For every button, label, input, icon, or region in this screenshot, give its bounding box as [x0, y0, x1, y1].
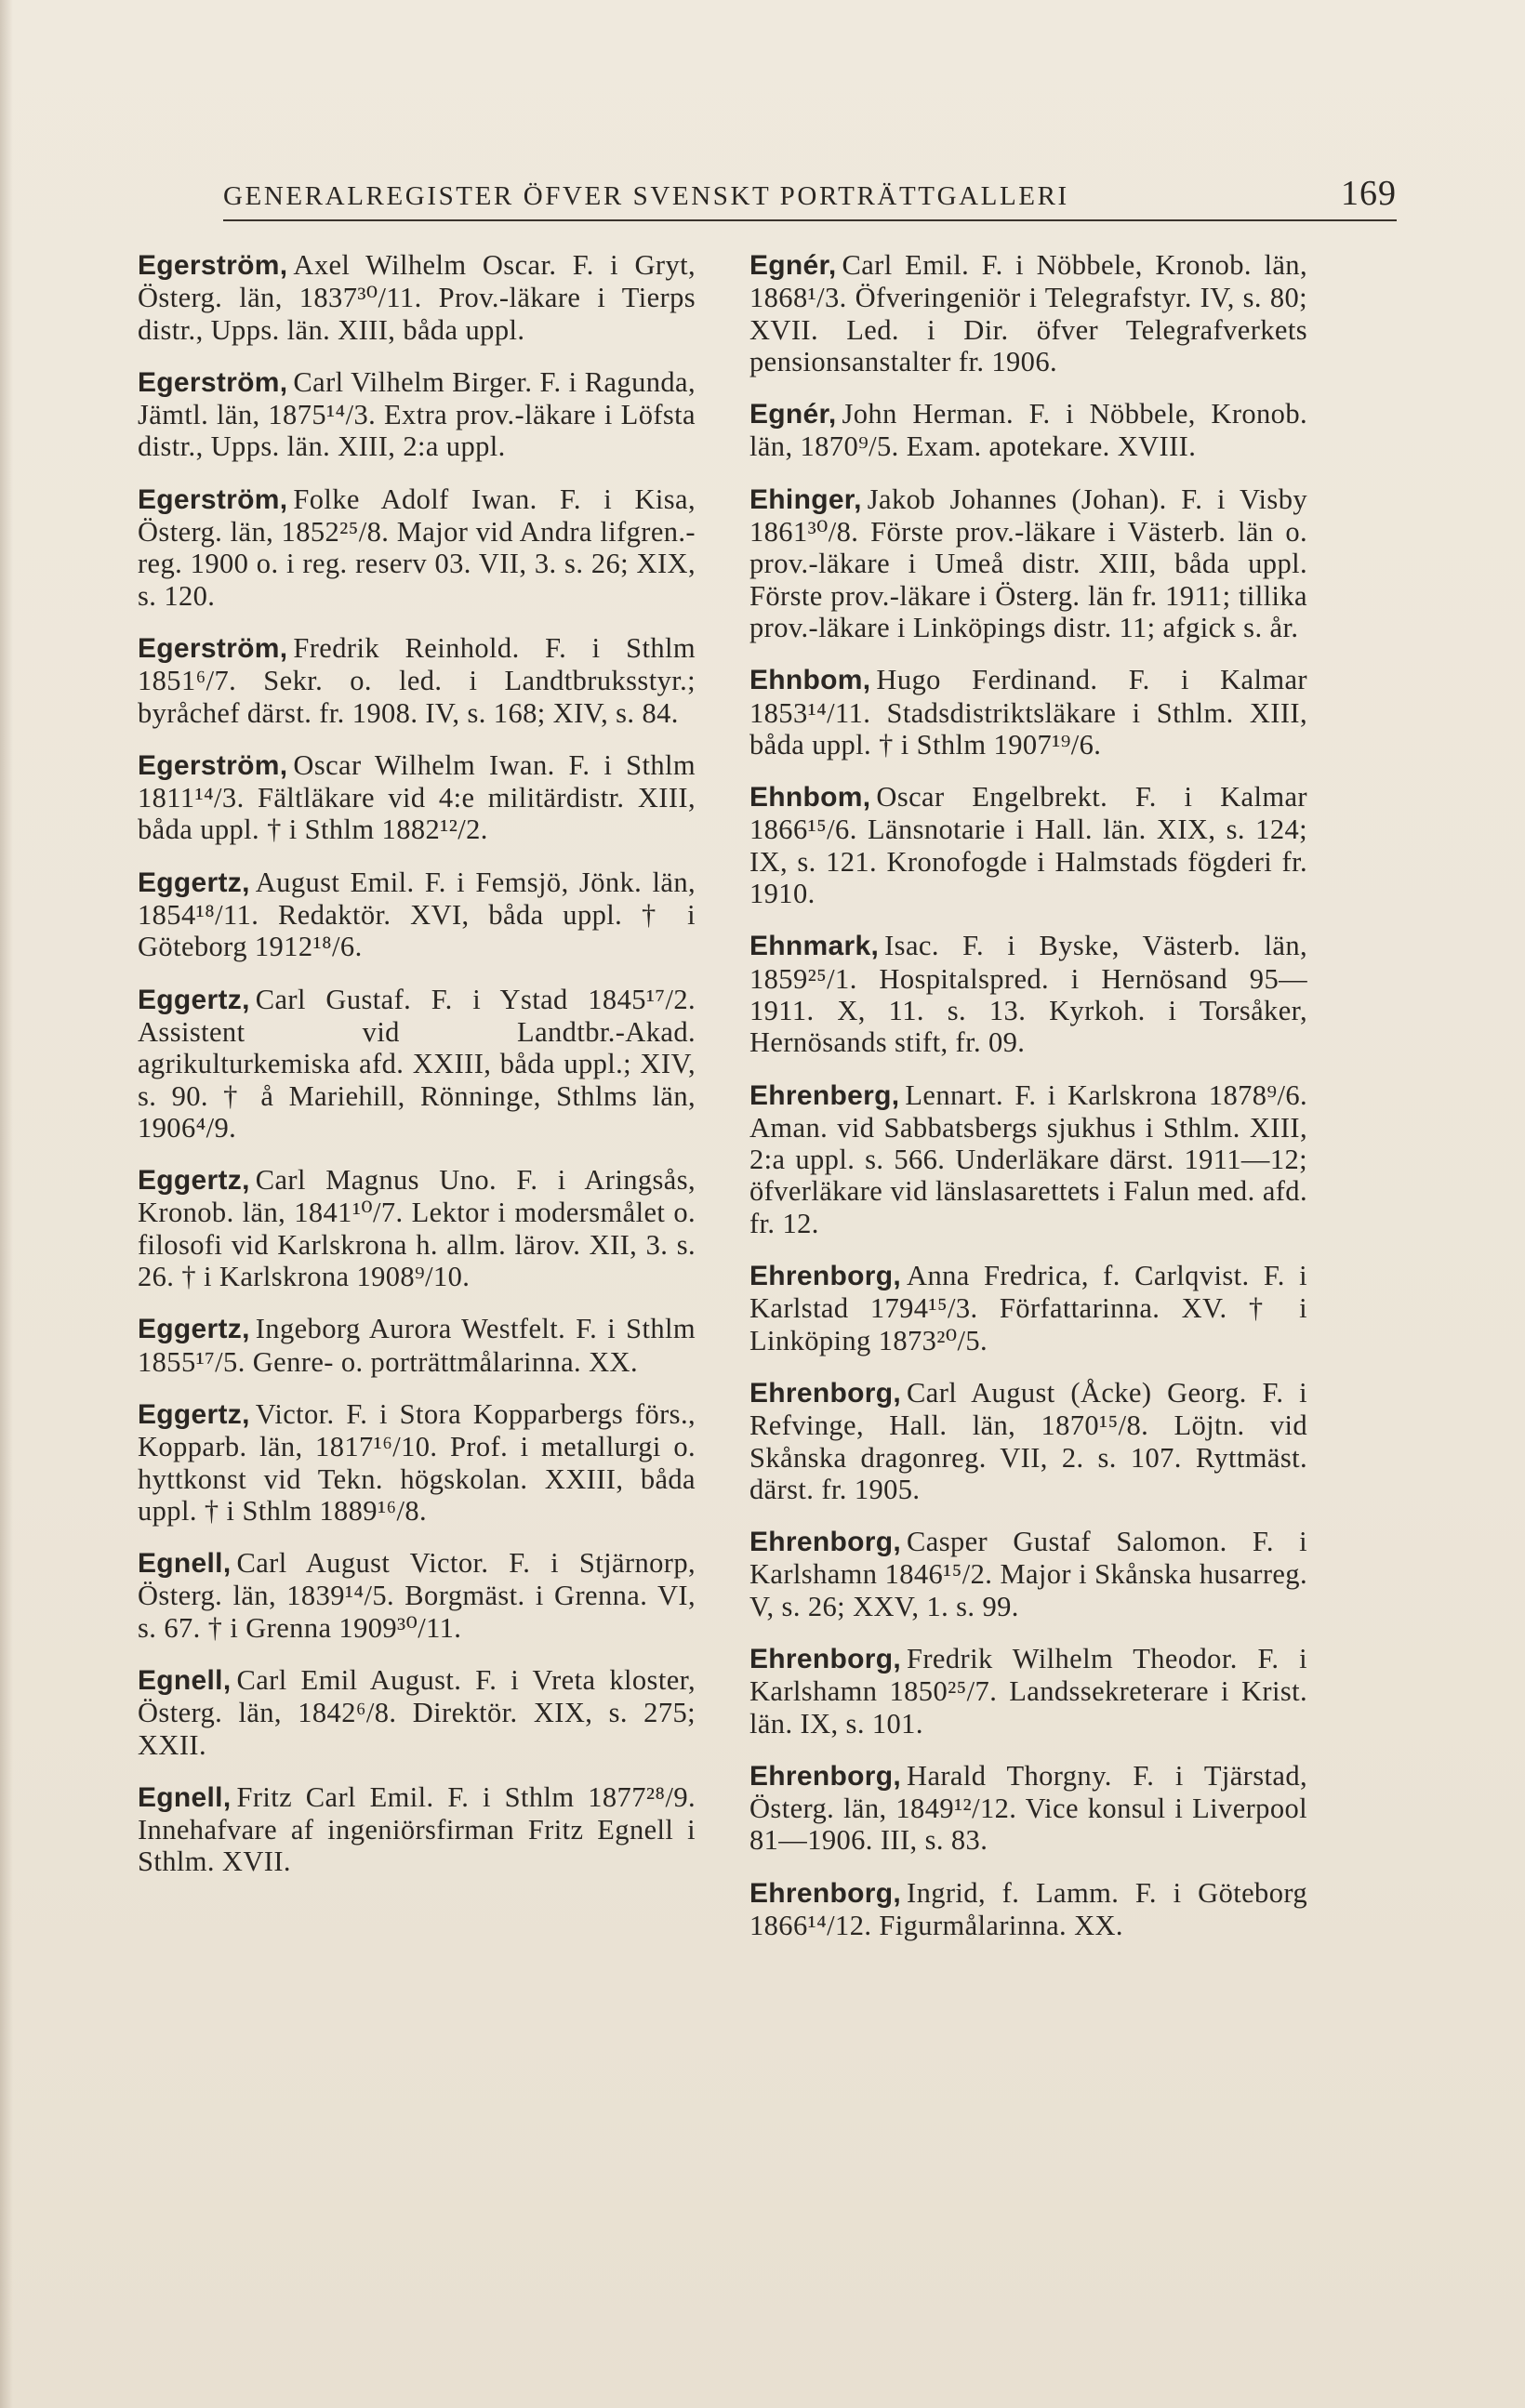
entry-surname: Ehnbom,	[749, 782, 871, 814]
entry-text: Jakob Johannes (Johan). F. i Visby 1861³⁰/8. Förste prov.-läkare i Västerb. län o. prov.-läkare i Umeå distr. XIII, båda uppl. Förste prov.-läkare i Österg. län fr. 1911; tillika prov.-läkare i Linköpings distr. 11; afgick s. år.	[749, 483, 1307, 643]
register-entry	[138, 249, 696, 346]
entry-text: Hugo Ferdinand. F. i Kalmar 1853¹⁴/11. Stadsdistriktsläkare i Sthlm. XIII, båda uppl. † i Sthlm 1907¹⁹/6.	[749, 664, 1307, 761]
entry-text: Victor. F. i Stora Kopparbergs förs., Kopparb. län, 1817¹⁶/10. Prof. i metallurgi o. hyttkonst vid Tekn. högskolan. XXIII, båda uppl. † i Sthlm 1889¹⁶/8.	[138, 1397, 696, 1527]
register-entry	[138, 366, 696, 463]
register-entry	[749, 1079, 1307, 1239]
register-entry	[138, 632, 696, 729]
register-entry	[749, 664, 1307, 761]
register-entry	[138, 1313, 696, 1378]
entry-text: August Emil. F. i Femsjö, Jönk. län, 1854¹⁸/11. Redaktör. XVI, båda uppl. † i Göteborg 1912¹⁸/6.	[138, 866, 696, 963]
entry-surname: Eggertz,	[138, 1398, 250, 1430]
entry-text: Oscar Wilhelm Iwan. F. i Sthlm 1811¹⁴/3. Fältläkare vid 4:e militärdistr. XIII, båda uppl. † i Sthlm 1882¹²/2.	[138, 748, 696, 846]
register-entry	[749, 1526, 1307, 1622]
register-entry	[749, 1877, 1307, 1942]
entry-text: Carl August (Åcke) Georg. F. i Refvinge, Hall. län, 1870¹⁵/8. Löjtn. vid Skånska dragonreg. VII, 2. s. 107. Ryttmäst. därst. fr. 1905.	[749, 1376, 1307, 1505]
entry-surname: Egerström,	[138, 632, 288, 664]
entry-text: Ingrid, f. Lamm. F. i Göteborg 1866¹⁴/12. Figurmålarinna. XX.	[749, 1876, 1307, 1942]
entry-text: Folke Adolf Iwan. F. i Kisa, Österg. län, 1852²⁵/8. Major vid Andra lifgren.-reg. 1900 o. i reg. reserv 03. VII, 3. s. 26; XIX, s. 120.	[138, 483, 696, 612]
entry-surname: Egnér,	[749, 250, 837, 281]
entry-surname: Ehrenborg,	[749, 1261, 902, 1292]
entry-text: Carl Magnus Uno. F. i Aringsås, Kronob. län, 1841¹⁰/7. Lektor i modersmålet o. filosofi vid Karlskrona h. allm. lärov. XII, 3. s. 26. † i Karlskrona 1908⁹/10.	[138, 1164, 696, 1293]
register-entry	[749, 930, 1307, 1058]
register-entry	[138, 1781, 696, 1878]
register-entry	[749, 483, 1307, 643]
entry-text: Carl Emil August. F. i Vreta kloster, Österg. län, 1842⁶/8. Direktör. XIX, s. 275; XXII.	[138, 1663, 696, 1761]
entry-surname: Ehnmark,	[749, 931, 880, 962]
entry-text: Carl Emil. F. i Nöbbele, Kronob. län, 1868¹/3. Öfveringeniör i Telegrafstyr. IV, s. 80; XVII. Led. i Dir. öfver Telegrafverkets pensionsanstalter fr. 1906.	[749, 249, 1307, 377]
register-entry	[749, 1760, 1307, 1857]
entry-text: Lennart. F. i Karlskrona 1878⁹/6. Aman. vid Sabbatsbergs sjukhus i Sthlm. XIII, 2:a uppl. s. 566. Underläkare därst. 1911—12; öfverläkare vid länslasarettets i Falun med. afd. fr. 12.	[749, 1078, 1307, 1239]
entry-surname: Ehrenborg,	[749, 1527, 902, 1558]
entry-text: Anna Fredrica, f. Carlqvist. F. i Karlstad 1794¹⁵/3. Författarinna. XV. † i Linköping 1873²⁰/5.	[749, 1260, 1307, 1356]
page-header	[223, 173, 1397, 221]
register-entry	[749, 781, 1307, 909]
entry-surname: Ehrenberg,	[749, 1079, 900, 1111]
entry-text: Fritz Carl Emil. F. i Sthlm 1877²⁸/9. Innehafvare af ingeniörsfirman Fritz Egnell i Sthlm. XVII.	[138, 1780, 696, 1878]
entry-surname: Egerström,	[138, 366, 288, 398]
entry-surname: Egnell,	[138, 1781, 232, 1813]
entry-text: Fredrik Wilhelm Theodor. F. i Karlshamn 1850²⁵/7. Landssekreterare i Krist. län. IX, s. 101.	[749, 1642, 1307, 1740]
register-entry	[138, 749, 696, 846]
entry-surname: Ehnbom,	[749, 665, 871, 696]
right-column	[749, 249, 1307, 1962]
entry-surname: Ehinger,	[749, 483, 862, 515]
entry-surname: Eggertz,	[138, 867, 250, 898]
register-entry	[749, 1260, 1307, 1356]
entry-text: Ingeborg Aurora Westfelt. F. i Sthlm 1855¹⁷/5. Genre- o. porträttmålarinna. XX.	[138, 1313, 696, 1378]
entry-surname: Ehrenborg,	[749, 1877, 902, 1909]
left-column	[138, 249, 696, 1899]
entry-text: John Herman. F. i Nöbbele, Kronob. län, 1870⁹/5. Exam. apotekare. XVIII.	[749, 398, 1307, 463]
entry-surname: Eggertz,	[138, 1165, 250, 1197]
entry-surname: Ehrenborg,	[749, 1377, 902, 1409]
entry-surname: Eggertz,	[138, 1314, 250, 1345]
entry-surname: Egerström,	[138, 250, 288, 281]
entry-text: Isac. F. i Byske, Västerb. län, 1859²⁵/1. Hospitalspred. i Hernösand 95—1911. X, 11. s. 13. Kyrkoh. i Torsåker, Hernösands stift, fr. 09.	[749, 930, 1307, 1059]
entry-text: Carl Vilhelm Birger. F. i Ragunda, Jämtl. län, 1875¹⁴/3. Extra prov.-läkare i Löfsta distr., Upps. län. XIII, 2:a uppl.	[138, 365, 696, 463]
entry-surname: Ehrenborg,	[749, 1760, 902, 1792]
register-entry	[749, 1377, 1307, 1505]
entry-text: Fredrik Reinhold. F. i Sthlm 1851⁶/7. Sekr. o. led. i Landtbruksstyr.; byråchef därst. fr. 1908. IV, s. 168; XIV, s. 84.	[138, 631, 696, 729]
entry-surname: Egnér,	[749, 399, 837, 430]
entry-surname: Eggertz,	[138, 984, 250, 1015]
running-title: GENERALREGISTER ÖFVER SVENSKT PORTRÄTTGALLERI	[223, 181, 1069, 211]
register-entry	[749, 398, 1307, 463]
register-entry	[138, 483, 696, 612]
register-entry	[749, 249, 1307, 377]
register-entry	[138, 1398, 696, 1527]
entry-text: Oscar Engelbrekt. F. i Kalmar 1866¹⁵/6. Länsnotarie i Hall. län. XIX, s. 124; IX, s. 121. Kronofogde i Halmstads fögderi fr. 1910.	[749, 781, 1307, 910]
entry-surname: Egnell,	[138, 1548, 232, 1580]
register-entry	[749, 1643, 1307, 1740]
register-entry	[138, 1164, 696, 1292]
page-number: 169	[1341, 174, 1397, 213]
entry-text: Axel Wilhelm Oscar. F. i Gryt, Österg. län, 1837³⁰/11. Prov.-läkare i Tierps distr., Upps. län. XIII, båda uppl.	[138, 249, 696, 346]
entry-text: Casper Gustaf Salomon. F. i Karlshamn 1846¹⁵/2. Major i Skånska husarreg. V, s. 26; XXV, 1. s. 99.	[749, 1526, 1307, 1622]
entry-text: Carl Gustaf. F. i Ystad 1845¹⁷/2. Assistent vid Landtbr.-Akad. agrikulturkemiska afd. XXIII, båda uppl.; XIV, s. 90. † å Mariehill, Rönninge, Sthlms län, 1906⁴/9.	[138, 983, 696, 1144]
register-entry	[138, 984, 696, 1144]
entry-surname: Egerström,	[138, 483, 288, 515]
entry-surname: Egnell,	[138, 1664, 232, 1696]
register-entry	[138, 1547, 696, 1644]
entry-surname: Egerström,	[138, 749, 288, 781]
register-entry	[138, 1664, 696, 1761]
entry-text: Carl August Victor. F. i Stjärnorp, Österg. län, 1839¹⁴/5. Borgmäst. i Grenna. VI, s. 67. † i Grenna 1909³⁰/11.	[138, 1547, 696, 1644]
entry-surname: Ehrenborg,	[749, 1643, 902, 1674]
entry-text: Harald Thorgny. F. i Tjärstad, Österg. län, 1849¹²/12. Vice konsul i Liverpool 81—1906. III, s. 83.	[749, 1759, 1307, 1857]
register-entry	[138, 867, 696, 963]
